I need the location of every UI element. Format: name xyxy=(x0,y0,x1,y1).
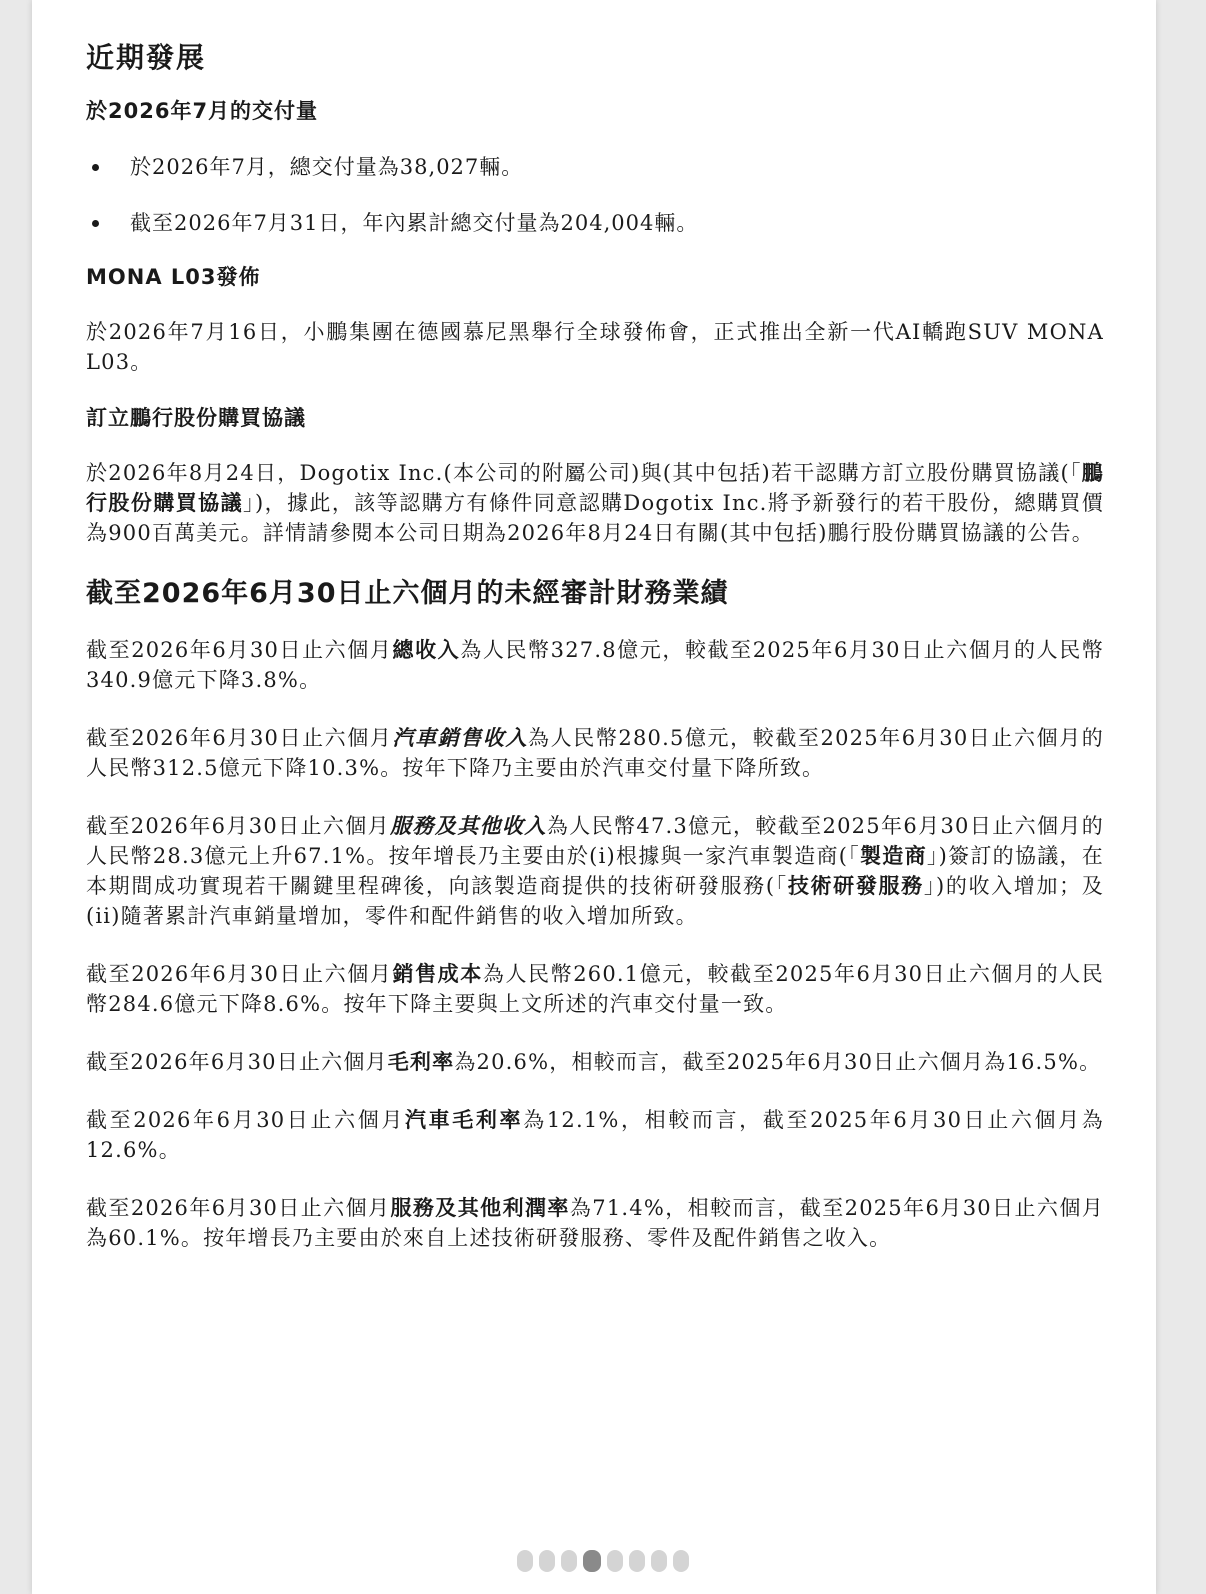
page-dot[interactable] xyxy=(517,1550,533,1572)
document-content xyxy=(86,40,1104,1281)
vehicle-sales-paragraph xyxy=(86,723,1104,783)
page-dot[interactable] xyxy=(583,1550,601,1572)
services-margin-paragraph xyxy=(86,1193,1104,1253)
bullet-icon xyxy=(92,220,99,227)
term-gross-margin: 毛利率 xyxy=(387,1050,455,1075)
recent-developments-title: 近期發展 xyxy=(86,41,207,74)
term-services-revenue: 服務及其他收入 xyxy=(390,814,547,839)
text-run: 截至2026年6月30日止六個月 xyxy=(86,726,393,751)
term-cost-of-sales: 銷售成本 xyxy=(392,962,483,987)
text-run: 截至2026年6月30日止六個月 xyxy=(86,1108,405,1133)
page-dot[interactable] xyxy=(607,1550,623,1572)
text-run: 為人民幣260.1億元，較截至2025年6月30日止六個月的人民幣284.6億元下降8.6%。按年下降主要與上文所述的汽車交付量一致。 xyxy=(86,962,1104,1017)
text-run: 截至2026年6月30日止六個月 xyxy=(86,1196,391,1221)
text-run: 為人民幣327.8億元，較截至2025年6月30日止六個月的人民幣340.9億元下降3.8%。 xyxy=(86,638,1104,693)
revenue-paragraph xyxy=(86,635,1104,695)
services-paragraph xyxy=(86,811,1104,931)
text-run: 於2026年8月24日，Dogotix Inc.(本公司的附屬公司)與(其中包括)若干認購方訂立股份購買協議(「 xyxy=(86,461,1082,486)
text-run: 」)簽訂的協議，在本期間成功實現若干關鍵里程碑後，向該製造商提供的技術研發服務(「 xyxy=(86,844,1104,899)
term-rd-services: 技術研發服務 xyxy=(787,874,924,899)
text-run: 為71.4%，相較而言，截至2025年6月30日止六個月為60.1%。按年增長乃主要由於來自上述技術研發服務、零件及配件銷售之收入。 xyxy=(86,1196,1104,1251)
term-vehicle-margin: 汽車毛利率 xyxy=(405,1108,524,1133)
text-run: 截至2026年6月30日止六個月 xyxy=(86,1050,388,1075)
text-run: 為12.1%，相較而言，截至2025年6月30日止六個月為12.6%。 xyxy=(86,1108,1105,1163)
list-item xyxy=(86,208,1104,238)
text-run: 為20.6%，相較而言，截至2025年6月30日止六個月為16.5%。 xyxy=(454,1050,1102,1075)
list-item-text: 於2026年7月，總交付量為38,027輛。 xyxy=(130,154,524,179)
page-dot[interactable] xyxy=(561,1550,577,1572)
page-dot[interactable] xyxy=(539,1550,555,1572)
defined-term: 鵬行股份購買協議 xyxy=(86,461,1104,516)
deliveries-list xyxy=(86,152,1104,238)
page-dot[interactable] xyxy=(629,1550,645,1572)
text-run: 為人民幣47.3億元，較截至2025年6月30日止六個月的人民幣28.3億元上升67.1%。按年增長乃主要由於(i)根據與一家汽車製造商(「 xyxy=(86,814,1104,869)
term-services-margin: 服務及其他利潤率 xyxy=(390,1196,570,1221)
list-item xyxy=(86,152,1104,182)
term-manufacturer: 製造商 xyxy=(860,844,927,869)
deliveries-heading: 於2026年7月的交付量 xyxy=(86,99,319,124)
page-dot[interactable] xyxy=(651,1550,667,1572)
results-title: 截至2026年6月30日止六個月的未經審計財務業績 xyxy=(86,578,729,610)
agreement-heading: 訂立鵬行股份購買協議 xyxy=(86,405,306,430)
document-page xyxy=(32,0,1156,1594)
cost-paragraph xyxy=(86,959,1104,1019)
page-dot[interactable] xyxy=(673,1550,689,1572)
text-run: 為人民幣280.5億元，較截至2025年6月30日止六個月的人民幣312.5億元下降10.3%。按年下降乃主要由於汽車交付量下降所致。 xyxy=(86,726,1104,781)
term-total-revenue: 總收入 xyxy=(392,638,461,663)
term-vehicle-sales: 汽車銷售收入 xyxy=(392,726,529,751)
list-item-text: 截至2026年7月31日，年內累計總交付量為204,004輛。 xyxy=(130,210,699,235)
text-run: 截至2026年6月30日止六個月 xyxy=(86,638,393,663)
mona-heading: MONA L03發佈 xyxy=(86,264,261,289)
text-run: 截至2026年6月30日止六個月 xyxy=(86,814,391,839)
page-indicator[interactable] xyxy=(483,1548,723,1574)
vehicle-margin-paragraph xyxy=(86,1105,1104,1165)
gross-margin-paragraph xyxy=(86,1047,1104,1077)
text-run: 」)，據此，該等認購方有條件同意認購Dogotix Inc.將予新發行的若干股份，總購買價為900百萬美元。詳情請參閱本公司日期為2026年8月24日有關(其中包括)鵬行股份購買協議的公告。 xyxy=(86,491,1105,546)
mona-paragraph: 於2026年7月16日，小鵬集團在德國慕尼黑舉行全球發佈會，正式推出全新一代AI轎跑SUV MONA L03。 xyxy=(86,319,1104,374)
bullet-icon xyxy=(92,164,99,171)
text-run: 」)的收入增加；及(ii)隨著累計汽車銷量增加，零件和配件銷售的收入增加所致。 xyxy=(86,874,1104,929)
agreement-paragraph xyxy=(86,458,1104,548)
text-run: 截至2026年6月30日止六個月 xyxy=(86,962,393,987)
